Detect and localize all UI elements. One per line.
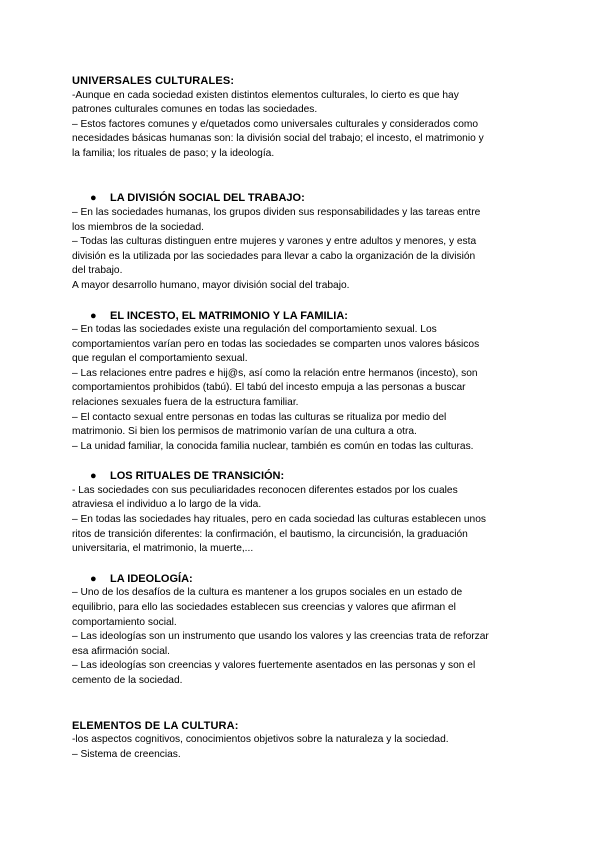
heading-text: LA DIVISIÓN SOCIAL DEL TRABAJO: — [110, 192, 305, 205]
bullet-icon: ● — [90, 192, 97, 205]
paragraph-line: – La unidad familiar, la conocida familia nuclear, también es común en todas las culturas. — [72, 440, 474, 452]
heading-division-trabajo — [72, 191, 532, 206]
heading-universales: UNIVERSALES CULTURALES: — [72, 75, 235, 87]
section-division-trabajo — [72, 191, 532, 293]
paragraph-line: -Aunque en cada sociedad existen distintos elementos culturales, lo cierto es que hay — [72, 89, 459, 101]
paragraph-line: comportamiento social. — [72, 616, 177, 628]
paragraph-line: – En todas las sociedades existe una regulación del comportamiento sexual. Los — [72, 324, 437, 336]
paragraph-line: – Sistema de creencias. — [72, 748, 181, 760]
paragraph-line: comportamientos prohibidos (tabú). El tabú del incesto empuja a las personas a buscar — [72, 382, 466, 394]
heading-elementos: ELEMENTOS DE LA CULTURA: — [72, 719, 239, 732]
paragraph-line: matrimonio. Si bien los permisos de matrimonio varían de una cultura a otra. — [72, 426, 417, 438]
paragraph-line: del trabajo. — [72, 265, 123, 277]
paragraph-line: – Estos factores comunes y e/quetados como universales culturales y considerados como — [72, 118, 479, 130]
section-ideologia — [72, 572, 532, 689]
bullet-icon: ● — [90, 470, 97, 483]
heading-incesto — [72, 309, 532, 324]
paragraph-line: cemento de la sociedad. — [72, 674, 183, 686]
paragraph-line: – Uno de los desafíos de la cultura es mantener a los grupos sociales en un estado de — [72, 587, 463, 599]
paragraph-line: – Las relaciones entre padres e hij@s, así como la relación entre hermanos (incesto), son — [72, 367, 478, 379]
paragraph-line: – El contacto sexual entre personas en todas las culturas se ritualiza por medio del — [72, 411, 447, 423]
paragraph-line: que regulan el comportamiento sexual. — [72, 353, 248, 365]
section-incesto — [72, 309, 532, 455]
heading-rituales — [72, 469, 532, 484]
paragraph-line: – Todas las culturas distinguen entre mujeres y varones y entre adultos y menores, y esta — [72, 236, 477, 248]
section-rituales — [72, 469, 532, 556]
paragraph-line: ritos de transición diferentes: la confirmación, el bautismo, la circuncisión, la graduación — [72, 528, 468, 540]
paragraph-line: - Las sociedades con sus peculiaridades reconocen diferentes estados por los cuales — [72, 484, 458, 496]
paragraph-line: comportamientos varían pero en todas las sociedades se comparten unos valores básicos — [72, 338, 480, 350]
paragraph-line: – Las ideologías son un instrumento que usando los valores y las creencias trata de reforzar — [72, 631, 489, 643]
paragraph-line: universitaria, el matrimonio, la muerte,... — [72, 543, 254, 555]
paragraph-line: equilibrio, para ello las sociedades establecen sus creencias y valores que afirman el — [72, 601, 456, 613]
paragraph-line: -los aspectos cognitivos, conocimientos objetivos sobre la naturaleza y la sociedad. — [72, 734, 449, 745]
bullet-icon: ● — [90, 572, 97, 585]
paragraph-line: A mayor desarrollo humano, mayor división social del trabajo. — [72, 279, 350, 291]
heading-text: EL INCESTO, EL MATRIMONIO Y LA FAMILIA: — [110, 309, 348, 322]
section-elementos — [72, 719, 532, 763]
paragraph-line: división es la utilizada por las sociedades para llevar a cabo la organización de la división — [72, 250, 476, 262]
paragraph-line: la familia; los rituales de paso; y la ideología. — [72, 147, 275, 159]
paragraph-line: necesidades básicas humanas son: la división social del trabajo; el incesto, el matrimonio y — [72, 133, 484, 145]
paragraph-line: esa afirmación social. — [72, 645, 170, 657]
heading-ideologia — [72, 572, 532, 587]
document-page — [72, 74, 532, 762]
heading-text: LOS RITUALES DE TRANSICIÓN: — [110, 470, 285, 483]
paragraph-line: – Las ideologías son creencias y valores fuertemente asentados en las personas y son el — [72, 660, 476, 672]
paragraph-line: los miembros de la sociedad. — [72, 221, 204, 233]
paragraph-line: – En todas las sociedades hay rituales, pero en cada sociedad las culturas establecen unos — [72, 514, 486, 526]
paragraph-line: atraviesa el individuo a lo largo de la vida. — [72, 499, 262, 511]
section-universales — [72, 74, 532, 161]
paragraph-line: patrones culturales comunes en todas las sociedades. — [72, 104, 318, 116]
paragraph-line: – En las sociedades humanas, los grupos dividen sus responsabilidades y las tareas entre — [72, 206, 481, 218]
heading-text: LA IDEOLOGÍA: — [110, 572, 193, 585]
bullet-icon: ● — [90, 309, 97, 322]
paragraph-line: relaciones sexuales fuera de la estructura familiar. — [72, 397, 299, 408]
